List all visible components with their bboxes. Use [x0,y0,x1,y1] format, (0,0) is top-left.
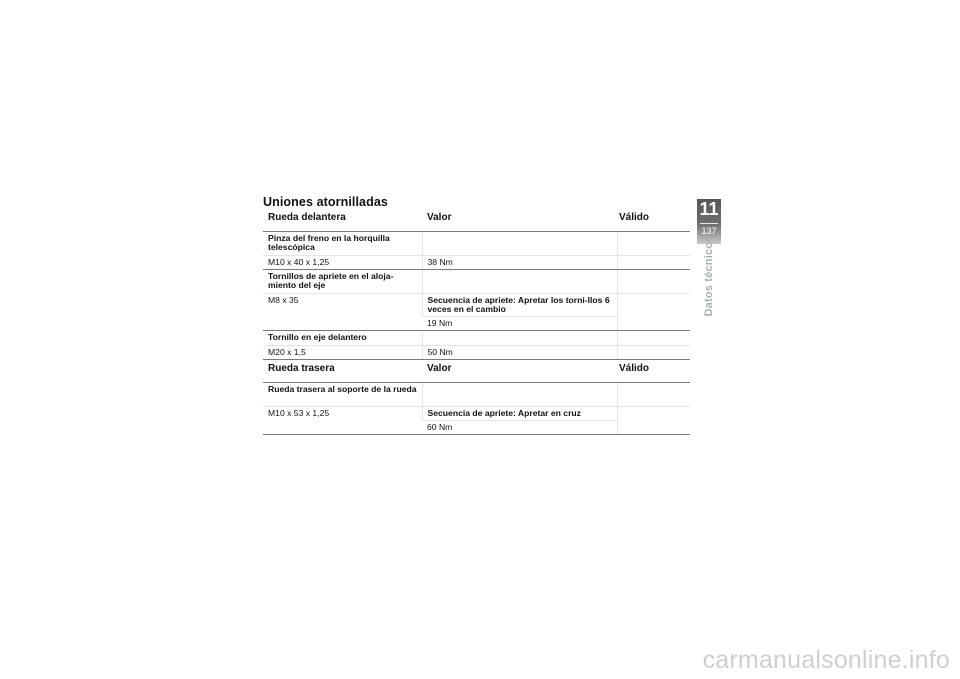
header-wheel: Rueda delantera [263,209,422,232]
page-title: Uniones atornilladas [263,195,388,209]
table-row [263,270,690,294]
header-value: Valor [422,209,617,232]
caliper-label: Pinza del freno en la horquilla telescópica [263,232,422,256]
axle-bolt-size: M20 x 1,5 [263,345,422,359]
section-label: Datos técnicos [703,235,715,317]
wheel-mount-size: M10 x 53 x 1,25 [263,406,422,434]
table-row [263,406,690,420]
table-header-front [263,209,690,232]
page-number: 137 [701,226,717,236]
axle-clamp-size: M8 x 35 [263,294,422,331]
header-value-rear: Valor [422,359,617,382]
table-row [263,382,690,406]
table-row [263,232,690,256]
caliper-value: 38 Nm [422,256,617,270]
wheel-mount-label: Rueda trasera al soporte de la rueda [263,382,422,406]
chapter-number: 11 [699,199,719,219]
table-row [263,294,690,317]
chapter-divider [700,223,718,224]
header-valid-rear: Válido [617,359,690,382]
watermark: carmanualsonline.info [702,646,950,674]
wheel-mount-sequence: Secuencia de apriete: Apretar en cruz [422,406,617,420]
table-row [263,256,690,270]
table-header-rear [263,359,690,382]
axle-bolt-label: Tornillo en eje delantero [263,330,422,345]
header-valid: Válido [617,209,690,232]
caliper-size: M10 x 40 x 1,25 [263,256,422,270]
axle-clamp-label: Tornillos de apriete en el aloja-miento del eje [263,270,422,294]
wheel-mount-value: 60 Nm [422,420,617,434]
axle-clamp-value: 19 Nm [422,316,617,330]
axle-clamp-sequence: Secuencia de apriete: Apretar los torni-llos 6 veces en el cambio [422,294,617,317]
torque-table [263,209,690,435]
header-wheel-rear: Rueda trasera [263,359,422,382]
axle-bolt-value: 50 Nm [422,345,617,359]
table-row [263,330,690,345]
table-row [263,345,690,359]
